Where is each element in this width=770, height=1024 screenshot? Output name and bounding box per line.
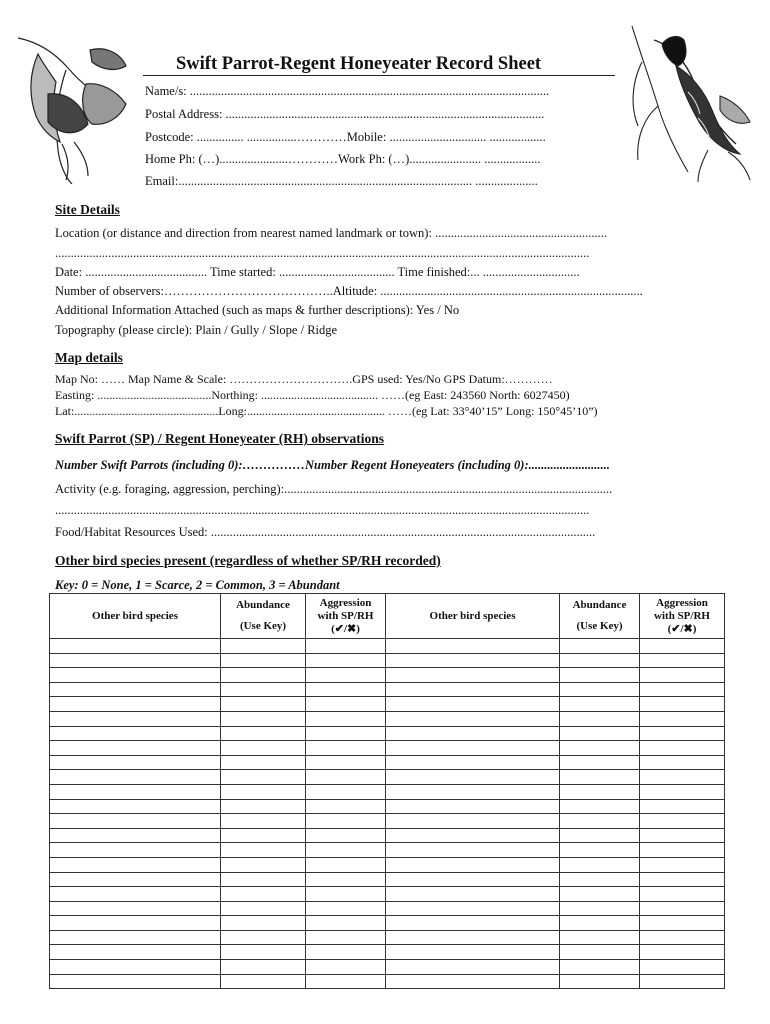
table-row — [50, 653, 725, 668]
table-cell[interactable] — [640, 741, 725, 756]
table-cell[interactable] — [221, 945, 306, 960]
table-cell[interactable] — [221, 960, 306, 975]
table-cell[interactable] — [50, 784, 221, 799]
table-row — [50, 639, 725, 654]
table-cell[interactable] — [640, 916, 725, 931]
table-cell[interactable] — [306, 653, 386, 668]
aggression-column-header — [306, 594, 386, 639]
table-cell[interactable] — [560, 741, 640, 756]
abundance-column-header — [560, 594, 640, 639]
table-cell[interactable] — [386, 857, 560, 872]
table-row — [50, 770, 725, 785]
table-cell[interactable] — [640, 755, 725, 770]
table-cell[interactable] — [221, 682, 306, 697]
table-cell[interactable] — [560, 726, 640, 741]
table-row — [50, 755, 725, 770]
table-cell[interactable] — [560, 857, 640, 872]
table-cell[interactable] — [640, 711, 725, 726]
table-cell[interactable] — [306, 639, 386, 654]
species-header-label: Other bird species — [92, 609, 178, 622]
other-birds-table — [49, 593, 725, 989]
table-cell[interactable] — [640, 857, 725, 872]
email-field[interactable]: Email:.............................................................................................. .................... — [145, 174, 538, 188]
table-cell[interactable] — [306, 960, 386, 975]
table-cell[interactable] — [50, 901, 221, 916]
table-row — [50, 799, 725, 814]
table-row — [50, 974, 725, 989]
aggression-label-1: Aggression — [656, 596, 708, 609]
table-cell[interactable] — [560, 945, 640, 960]
table-cell[interactable] — [306, 945, 386, 960]
table-cell[interactable] — [306, 697, 386, 712]
abundance-column-header — [221, 594, 306, 639]
table-row — [50, 930, 725, 945]
table-cell[interactable] — [640, 770, 725, 785]
table-cell[interactable] — [386, 784, 560, 799]
table-cell[interactable] — [306, 916, 386, 931]
table-cell[interactable] — [386, 799, 560, 814]
table-cell[interactable] — [221, 770, 306, 785]
table-cell[interactable] — [221, 711, 306, 726]
lat-long-field[interactable]: Lat:................................................Long:.............................................. ……(eg Lat: 33°40’15” Long: 150°45’10”) — [55, 404, 598, 418]
postal-address-field[interactable]: Postal Address: ...................................................................................................... — [145, 107, 545, 121]
additional-info-field[interactable]: Additional Information Attached (such as maps & further descriptions): Yes / No — [55, 303, 460, 317]
species-header-label: Other bird species — [429, 609, 516, 622]
table-row — [50, 872, 725, 887]
table-cell[interactable] — [221, 828, 306, 843]
other-birds-heading: Other bird species present (regardless of whether SP/RH recorded) — [55, 553, 441, 568]
table-row — [50, 843, 725, 858]
postcode-mobile-field[interactable]: Postcode: ............... ................…………Mobile: ............................... .................. — [145, 130, 546, 144]
table-cell[interactable] — [221, 814, 306, 829]
aggression-label-3: (✔/✖) — [331, 622, 360, 635]
table-cell[interactable] — [386, 814, 560, 829]
table-cell[interactable] — [640, 930, 725, 945]
table-cell[interactable] — [50, 726, 221, 741]
table-cell[interactable] — [50, 974, 221, 989]
table-cell[interactable] — [50, 828, 221, 843]
map-name-field[interactable]: Map No: …… Map Name & Scale: ………………………….GPS used: Yes/No GPS Datum:………… — [55, 372, 553, 386]
table-cell[interactable] — [640, 960, 725, 975]
location-field[interactable]: Location (or distance and direction from nearest named landmark or town): ....................................................... — [55, 226, 607, 240]
table-cell[interactable] — [221, 697, 306, 712]
table-cell[interactable] — [386, 872, 560, 887]
table-cell[interactable] — [640, 901, 725, 916]
table-cell[interactable] — [50, 639, 221, 654]
table-cell[interactable] — [306, 974, 386, 989]
table-cell[interactable] — [221, 887, 306, 902]
table-row — [50, 711, 725, 726]
activity-field[interactable]: Activity (e.g. foraging, aggression, perching):......................................................................................................... — [55, 482, 613, 496]
food-habitat-field[interactable]: Food/Habitat Resources Used: ........................................................................................................................... — [55, 525, 596, 539]
table-cell[interactable] — [221, 668, 306, 683]
table-cell[interactable] — [221, 755, 306, 770]
table-cell[interactable] — [386, 639, 560, 654]
table-cell[interactable] — [221, 639, 306, 654]
page-title: Swift Parrot-Regent Honeyeater Record Sheet — [176, 54, 542, 74]
table-cell[interactable] — [50, 799, 221, 814]
table-cell[interactable] — [50, 682, 221, 697]
table-cell[interactable] — [386, 901, 560, 916]
table-cell[interactable] — [560, 784, 640, 799]
table-cell[interactable] — [640, 697, 725, 712]
table-cell[interactable] — [50, 755, 221, 770]
table-cell[interactable] — [306, 741, 386, 756]
table-cell[interactable] — [221, 872, 306, 887]
table-cell[interactable] — [560, 901, 640, 916]
table-cell[interactable] — [306, 799, 386, 814]
table-cell[interactable] — [560, 639, 640, 654]
table-row — [50, 741, 725, 756]
table-cell[interactable] — [640, 843, 725, 858]
table-cell[interactable] — [50, 668, 221, 683]
table-cell[interactable] — [560, 697, 640, 712]
site-details-heading: Site Details — [55, 202, 120, 217]
table-row — [50, 857, 725, 872]
name-field[interactable]: Name/s: ................................................................................................................... — [145, 84, 550, 98]
table-cell[interactable] — [221, 930, 306, 945]
table-row — [50, 887, 725, 902]
aggression-label-2: with SP/RH — [654, 609, 710, 622]
table-cell[interactable] — [640, 887, 725, 902]
bird-count-field[interactable]: Number Swift Parrots (including 0):……………Number Regent Honeyeaters (including 0):.......................... — [55, 458, 610, 472]
table-cell[interactable] — [306, 726, 386, 741]
table-cell[interactable] — [50, 887, 221, 902]
aggression-label-2: with SP/RH — [317, 609, 374, 622]
aggression-label-3: (✔/✖) — [667, 622, 697, 635]
table-cell[interactable] — [386, 726, 560, 741]
table-cell[interactable] — [221, 974, 306, 989]
table-cell[interactable] — [306, 814, 386, 829]
topography-field[interactable]: Topography (please circle): Plain / Gully / Slope / Ridge — [55, 323, 338, 337]
table-cell[interactable] — [386, 653, 560, 668]
table-cell[interactable] — [640, 726, 725, 741]
table-cell[interactable] — [640, 653, 725, 668]
table-cell[interactable] — [306, 857, 386, 872]
table-cell[interactable] — [50, 843, 221, 858]
species-column-header — [386, 594, 560, 639]
table-cell[interactable] — [221, 843, 306, 858]
table-row — [50, 814, 725, 829]
title-underline — [143, 75, 615, 76]
table-cell[interactable] — [640, 974, 725, 989]
table-cell[interactable] — [386, 945, 560, 960]
table-cell[interactable] — [50, 697, 221, 712]
table-cell[interactable] — [640, 682, 725, 697]
table-cell[interactable] — [306, 711, 386, 726]
table-row — [50, 668, 725, 683]
aggression-column-header — [640, 594, 725, 639]
location-field-continued[interactable]: ........................................................................................................................................................................... — [55, 246, 590, 260]
table-row — [50, 726, 725, 741]
table-cell[interactable] — [50, 741, 221, 756]
table-cell[interactable] — [640, 799, 725, 814]
table-cell[interactable] — [306, 828, 386, 843]
table-cell[interactable] — [221, 799, 306, 814]
table-cell[interactable] — [306, 755, 386, 770]
table-cell[interactable] — [386, 916, 560, 931]
abundance-key: Key: 0 = None, 1 = Scarce, 2 = Common, 3 = Abundant — [55, 578, 340, 592]
table-cell[interactable] — [560, 711, 640, 726]
table-cell[interactable] — [386, 668, 560, 683]
table-cell[interactable] — [560, 668, 640, 683]
table-cell[interactable] — [640, 828, 725, 843]
table-cell[interactable] — [221, 653, 306, 668]
table-cell[interactable] — [560, 916, 640, 931]
honeyeater-illustration — [628, 22, 760, 182]
activity-field-continued[interactable]: ........................................................................................................................................................................... — [55, 503, 590, 517]
table-cell[interactable] — [560, 799, 640, 814]
table-cell[interactable] — [306, 668, 386, 683]
table-cell[interactable] — [221, 784, 306, 799]
table-row — [50, 697, 725, 712]
table-cell[interactable] — [386, 741, 560, 756]
observations-heading: Swift Parrot (SP) / Regent Honeyeater (RH) observations — [55, 431, 385, 446]
table-cell[interactable] — [386, 828, 560, 843]
date-time-field[interactable]: Date: ....................................... Time started: ..................................... Time finished:... ............................... — [55, 265, 580, 279]
table-cell[interactable] — [50, 872, 221, 887]
phone-field[interactable]: Home Ph: (…)......................…………Work Ph: (…)....................... .................. — [145, 152, 541, 166]
table-cell[interactable] — [560, 974, 640, 989]
abundance-header-label: Abundance — [572, 599, 627, 611]
table-row — [50, 784, 725, 799]
table-cell[interactable] — [221, 741, 306, 756]
table-cell[interactable] — [306, 784, 386, 799]
table-cell[interactable] — [386, 887, 560, 902]
table-cell[interactable] — [306, 930, 386, 945]
use-key-label: (Use Key) — [239, 620, 287, 632]
table-cell[interactable] — [386, 960, 560, 975]
table-cell[interactable] — [560, 960, 640, 975]
table-row — [50, 682, 725, 697]
table-row — [50, 901, 725, 916]
table-cell[interactable] — [640, 784, 725, 799]
table-cell[interactable] — [50, 653, 221, 668]
table-cell[interactable] — [221, 857, 306, 872]
table-cell[interactable] — [560, 682, 640, 697]
table-row — [50, 945, 725, 960]
table-cell[interactable] — [50, 770, 221, 785]
table-cell[interactable] — [386, 974, 560, 989]
table-cell[interactable] — [386, 770, 560, 785]
table-cell[interactable] — [50, 945, 221, 960]
abundance-header-label: Abundance — [236, 599, 290, 611]
aggression-label-1: Aggression — [319, 596, 372, 609]
table-cell[interactable] — [386, 843, 560, 858]
table-cell[interactable] — [560, 770, 640, 785]
table-cell[interactable] — [386, 682, 560, 697]
table-cell[interactable] — [640, 872, 725, 887]
table-cell[interactable] — [50, 930, 221, 945]
table-cell[interactable] — [386, 697, 560, 712]
table-cell[interactable] — [221, 916, 306, 931]
table-cell[interactable] — [560, 828, 640, 843]
species-column-header — [50, 594, 221, 639]
table-cell[interactable] — [560, 843, 640, 858]
table-cell[interactable] — [386, 930, 560, 945]
table-cell[interactable] — [640, 668, 725, 683]
table-cell[interactable] — [306, 872, 386, 887]
map-details-heading: Map details — [55, 350, 123, 365]
table-cell[interactable] — [50, 960, 221, 975]
table-cell[interactable] — [221, 726, 306, 741]
table-cell[interactable] — [640, 814, 725, 829]
table-cell[interactable] — [50, 857, 221, 872]
table-cell[interactable] — [560, 872, 640, 887]
table-cell[interactable] — [306, 682, 386, 697]
table-cell[interactable] — [306, 843, 386, 858]
table-cell[interactable] — [640, 945, 725, 960]
table-cell[interactable] — [50, 916, 221, 931]
table-cell[interactable] — [560, 653, 640, 668]
table-row — [50, 960, 725, 975]
table-cell[interactable] — [386, 711, 560, 726]
table-cell[interactable] — [50, 814, 221, 829]
table-cell[interactable] — [560, 755, 640, 770]
parrot-illustration — [8, 24, 138, 184]
table-cell[interactable] — [560, 814, 640, 829]
table-cell[interactable] — [306, 770, 386, 785]
table-cell[interactable] — [306, 901, 386, 916]
table-cell[interactable] — [306, 887, 386, 902]
table-cell[interactable] — [221, 901, 306, 916]
table-row — [50, 916, 725, 931]
table-cell[interactable] — [386, 755, 560, 770]
observers-altitude-field[interactable]: Number of observers:…………………………………..Altitude: .................................................................................... — [55, 284, 643, 298]
table-cell[interactable] — [640, 639, 725, 654]
easting-northing-field[interactable]: Easting: ......................................Northing: ....................................... ……(eg East: 243560 North: 6027450) — [55, 388, 570, 402]
table-row — [50, 828, 725, 843]
table-cell[interactable] — [560, 930, 640, 945]
table-cell[interactable] — [50, 711, 221, 726]
table-header-row — [50, 594, 725, 639]
use-key-label: (Use Key) — [576, 620, 623, 632]
table-cell[interactable] — [560, 887, 640, 902]
